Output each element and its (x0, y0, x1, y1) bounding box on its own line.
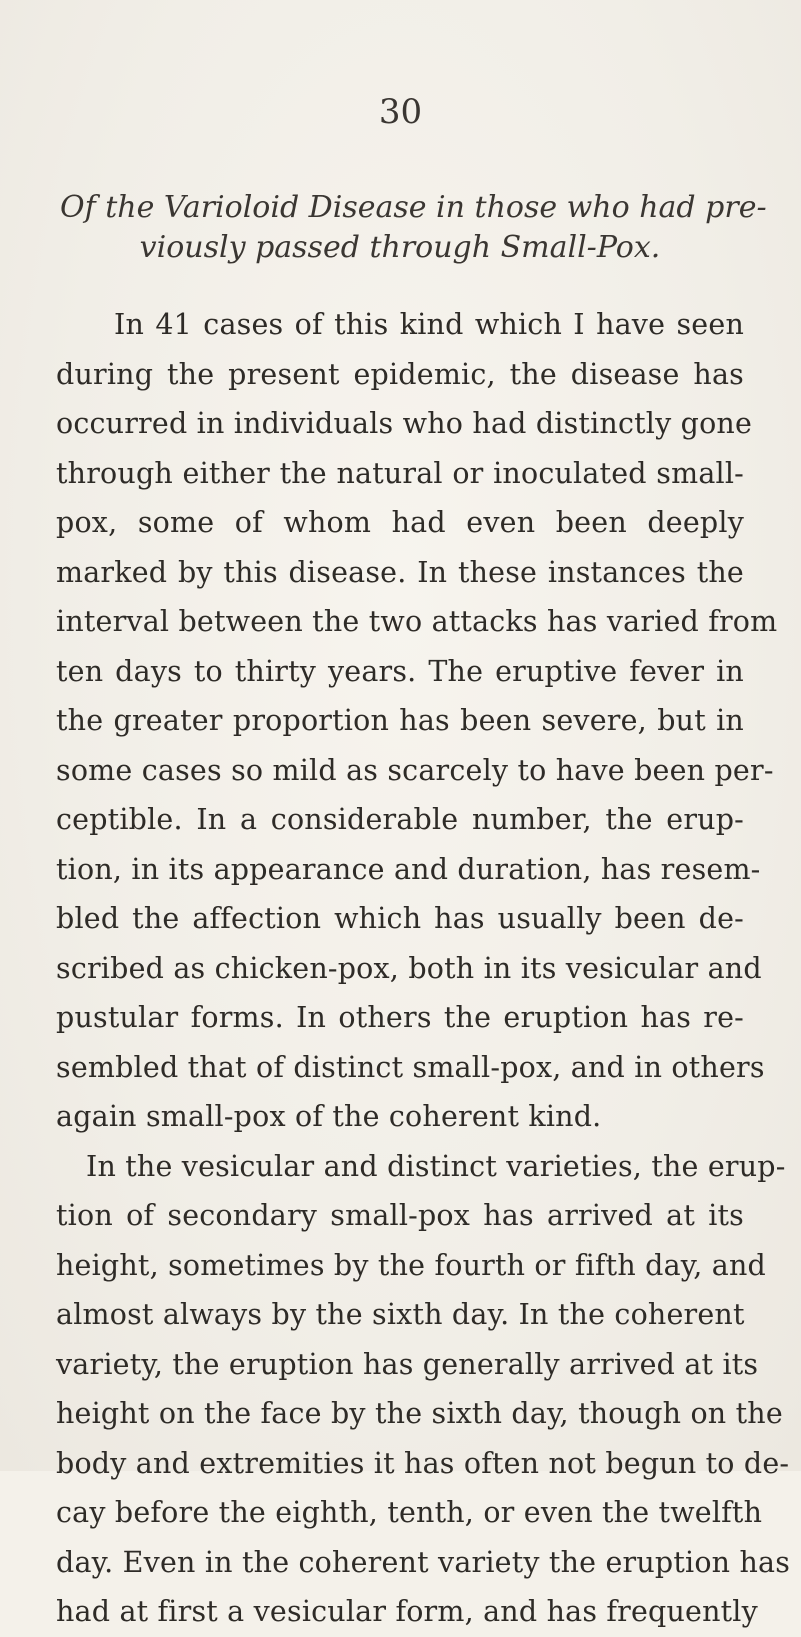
text-line: cay before the eighth, tenth, or even the twelfth (56, 1496, 763, 1529)
body-text (56, 300, 791, 1637)
text-line: almost always by the sixth day. In the coherent (56, 1298, 745, 1331)
text-line: In the vesicular and distinct varieties, the erup- (86, 1149, 786, 1183)
text-line: bled the affection which has usually been de- (56, 902, 744, 935)
text-line: variety, the eruption has generally arrived at its (56, 1347, 759, 1381)
text-line: some cases so mild as scarcely to have been per- (56, 753, 774, 787)
heading-line-1: Of the Varioloid Disease in those who had pre- (60, 190, 767, 225)
text-line: height on the face by the sixth day, though on the (56, 1397, 783, 1430)
section-heading (60, 188, 767, 268)
text-line: marked by this disease. In these instances the (56, 555, 744, 589)
text-line: again small-pox of the coherent kind. (56, 1100, 602, 1133)
text-line: occurred in individuals who had distinctly gone (56, 407, 753, 440)
text-line: pustular forms. In others the eruption has re- (56, 1001, 744, 1034)
page-number: 30 (378, 92, 423, 132)
text-line: height, sometimes by the fourth or fifth day, and (56, 1248, 766, 1282)
text-line: tion, in its appearance and duration, has resem- (56, 852, 761, 886)
text-line: had at first a vesicular form, and has frequently (56, 1595, 758, 1628)
text-line: day. Even in the coherent variety the eruption has (56, 1545, 791, 1579)
text-line: the greater proportion has been severe, but in (56, 704, 744, 737)
text-line: tion of secondary small-pox has arrived at its (56, 1199, 744, 1232)
text-line: sembled that of distinct small-pox, and in others (56, 1050, 765, 1084)
text-line: scribed as chicken-pox, both in its vesicular and (56, 951, 762, 985)
text-line: pox, some of whom had even been deeply (56, 506, 744, 539)
text-line: during the present epidemic, the disease has (56, 357, 744, 391)
heading-line-2: viously passed through Small-Pox. (139, 230, 661, 265)
text-line: interval between the two attacks has varied from (56, 605, 778, 638)
text-line: ceptible. In a considerable number, the erup- (56, 803, 744, 836)
text-line: through either the natural or inoculated small- (56, 456, 744, 490)
text-line: In 41 cases of this kind which I have seen (114, 308, 744, 341)
text-line: ten days to thirty years. The eruptive fever in (56, 654, 744, 688)
text-line: body and extremities it has often not begun to de- (56, 1446, 790, 1480)
